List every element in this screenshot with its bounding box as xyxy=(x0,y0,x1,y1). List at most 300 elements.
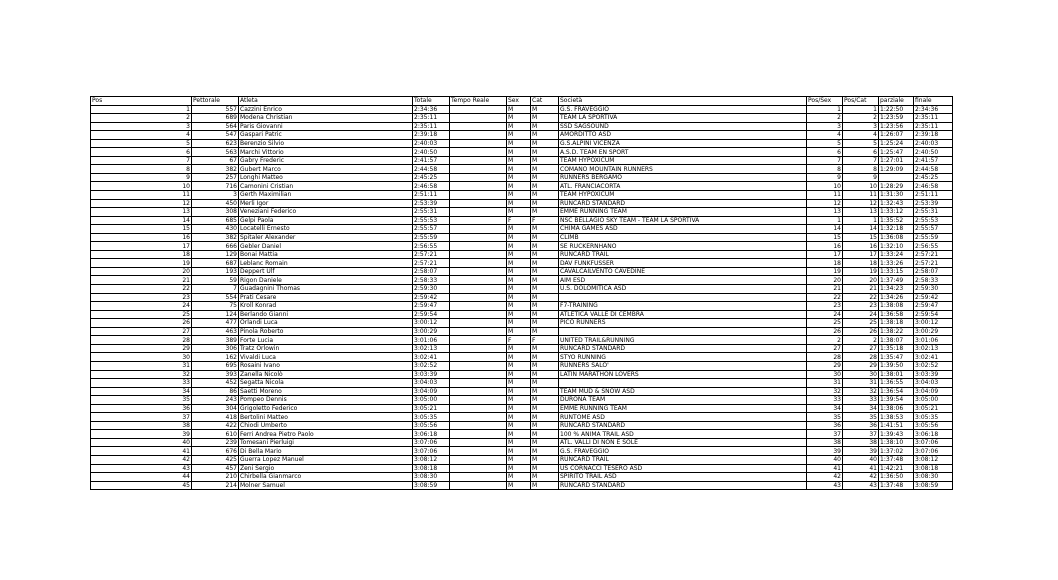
cell-club: G.S. FRAVEGGIO xyxy=(559,105,807,114)
cell-real-time xyxy=(450,131,507,140)
cell-pos-sex: 15 xyxy=(807,233,843,242)
cell-club: STYO RUNNING xyxy=(559,353,807,362)
header-split: parziale xyxy=(879,97,914,106)
cell-total: 3:02:13 xyxy=(413,344,450,353)
cell-pos-cat: 2 xyxy=(843,114,879,123)
table-row xyxy=(91,361,953,370)
cell-split: 1:25:24 xyxy=(879,139,914,148)
cell-sex: M xyxy=(507,353,531,362)
cell-club: RUNCARD STANDARD xyxy=(559,199,807,208)
cell-sex: M xyxy=(507,344,531,353)
cell-final: 2:53:39 xyxy=(914,199,953,208)
cell-final: 3:05:00 xyxy=(914,396,953,405)
table-row xyxy=(91,353,953,362)
cell-bib: 695 xyxy=(192,361,239,370)
cell-sex: M xyxy=(507,455,531,464)
cell-split: 1:25:47 xyxy=(879,148,914,157)
cell-pos-cat: 4 xyxy=(843,131,879,140)
cell-final: 2:55:57 xyxy=(914,225,953,234)
cell-bib: 557 xyxy=(192,105,239,114)
cell-bib: 75 xyxy=(192,302,239,311)
cell-club: LATIN MARATHON LOVERS xyxy=(559,370,807,379)
cell-real-time xyxy=(450,447,507,456)
cell-bib: 59 xyxy=(192,276,239,285)
cell-bib: 308 xyxy=(192,208,239,217)
table-row xyxy=(91,464,953,473)
cell-athlete: Di Bella Mario xyxy=(239,447,413,456)
cell-total: 3:04:09 xyxy=(413,387,450,396)
cell-athlete: Camonini Cristian xyxy=(239,182,413,191)
cell-total: 3:00:12 xyxy=(413,319,450,328)
cell-category: M xyxy=(531,447,559,456)
cell-pos: 29 xyxy=(91,344,192,353)
cell-club: COMANO MOUNTAIN RUNNERS xyxy=(559,165,807,174)
cell-sex: M xyxy=(507,370,531,379)
cell-real-time xyxy=(450,173,507,182)
cell-athlete: Gabry Frederic xyxy=(239,156,413,165)
cell-final: 2:46:58 xyxy=(914,182,953,191)
cell-real-time xyxy=(450,430,507,439)
cell-real-time xyxy=(450,242,507,251)
cell-club: CAVALCAILVENTO CAVEDINE xyxy=(559,267,807,276)
cell-split: 1:37:49 xyxy=(879,276,914,285)
cell-sex: F xyxy=(507,336,531,345)
cell-pos-sex: 22 xyxy=(807,293,843,302)
cell-split: 1:39:50 xyxy=(879,361,914,370)
cell-category: M xyxy=(531,379,559,388)
cell-athlete: Chirbella Gianmarco xyxy=(239,473,413,482)
table-row xyxy=(91,438,953,447)
cell-bib: 210 xyxy=(192,473,239,482)
table-row xyxy=(91,156,953,165)
cell-final: 2:55:53 xyxy=(914,216,953,225)
cell-real-time xyxy=(450,327,507,336)
cell-pos-cat: 9 xyxy=(843,173,879,182)
cell-sex: M xyxy=(507,114,531,123)
cell-bib: 3 xyxy=(192,191,239,200)
cell-pos-cat: 10 xyxy=(843,182,879,191)
cell-club: F7-TRAINING xyxy=(559,302,807,311)
cell-pos-cat: 2 xyxy=(843,336,879,345)
cell-club: SSD SAGSOUND xyxy=(559,122,807,131)
cell-sex: M xyxy=(507,293,531,302)
cell-pos-cat: 19 xyxy=(843,267,879,276)
cell-bib: 86 xyxy=(192,387,239,396)
cell-bib: 547 xyxy=(192,131,239,140)
cell-athlete: Chiodi Umberto xyxy=(239,421,413,430)
cell-sex: M xyxy=(507,122,531,131)
cell-category: M xyxy=(531,310,559,319)
cell-real-time xyxy=(450,473,507,482)
cell-final: 3:07:06 xyxy=(914,438,953,447)
cell-category: M xyxy=(531,481,559,490)
cell-total: 3:08:30 xyxy=(413,473,450,482)
cell-split: 1:22:50 xyxy=(879,105,914,114)
cell-sex: F xyxy=(507,216,531,225)
cell-category: M xyxy=(531,473,559,482)
cell-pos: 5 xyxy=(91,139,192,148)
cell-split: 1:32:10 xyxy=(879,242,914,251)
cell-split: 1:32:18 xyxy=(879,225,914,234)
header-pos-cat: Pos/Cat xyxy=(843,97,879,106)
cell-pos: 20 xyxy=(91,267,192,276)
cell-split: 1:38:22 xyxy=(879,327,914,336)
cell-category: M xyxy=(531,421,559,430)
cell-real-time xyxy=(450,302,507,311)
cell-pos: 12 xyxy=(91,199,192,208)
cell-sex: M xyxy=(507,464,531,473)
cell-bib: 676 xyxy=(192,447,239,456)
cell-split: 1:42:21 xyxy=(879,464,914,473)
cell-club: SPIRITO TRAIL ASD xyxy=(559,473,807,482)
cell-sex: M xyxy=(507,242,531,251)
cell-pos-sex: 43 xyxy=(807,481,843,490)
cell-pos: 28 xyxy=(91,336,192,345)
cell-pos-sex: 29 xyxy=(807,361,843,370)
table-row xyxy=(91,259,953,268)
cell-club: RUNCARD TRAIL xyxy=(559,250,807,259)
cell-real-time xyxy=(450,208,507,217)
cell-split: 1:38:06 xyxy=(879,404,914,413)
cell-total: 3:05:35 xyxy=(413,413,450,422)
cell-category: M xyxy=(531,438,559,447)
cell-bib: 67 xyxy=(192,156,239,165)
cell-final: 3:00:29 xyxy=(914,327,953,336)
cell-athlete: Kroll Konrad xyxy=(239,302,413,311)
cell-sex: M xyxy=(507,199,531,208)
table-row xyxy=(91,344,953,353)
cell-real-time xyxy=(450,165,507,174)
cell-split: 1:34:26 xyxy=(879,293,914,302)
cell-club xyxy=(559,293,807,302)
cell-category: M xyxy=(531,208,559,217)
cell-total: 3:06:18 xyxy=(413,430,450,439)
cell-pos: 1 xyxy=(91,105,192,114)
cell-final: 3:08:30 xyxy=(914,473,953,482)
cell-pos-cat: 24 xyxy=(843,310,879,319)
cell-total: 3:05:56 xyxy=(413,421,450,430)
cell-final: 2:41:57 xyxy=(914,156,953,165)
cell-split: 1:37:48 xyxy=(879,455,914,464)
cell-category: M xyxy=(531,319,559,328)
cell-athlete: Tomesani Pierluigi xyxy=(239,438,413,447)
cell-final: 3:04:09 xyxy=(914,387,953,396)
cell-pos-sex: 33 xyxy=(807,396,843,405)
cell-category: M xyxy=(531,165,559,174)
cell-split: 1:36:58 xyxy=(879,310,914,319)
cell-category: M xyxy=(531,464,559,473)
cell-real-time xyxy=(450,413,507,422)
cell-category: M xyxy=(531,404,559,413)
cell-athlete: Berenzio Silvio xyxy=(239,139,413,148)
cell-real-time xyxy=(450,319,507,328)
header-total: Totale xyxy=(413,97,450,106)
cell-bib: 450 xyxy=(192,199,239,208)
cell-category: M xyxy=(531,361,559,370)
cell-total: 2:35:11 xyxy=(413,114,450,123)
cell-real-time xyxy=(450,199,507,208)
cell-club: UNITED TRAIL&RUNNING xyxy=(559,336,807,345)
cell-final: 2:59:54 xyxy=(914,310,953,319)
cell-total: 3:03:39 xyxy=(413,370,450,379)
cell-split: 1:38:08 xyxy=(879,302,914,311)
cell-bib: 306 xyxy=(192,344,239,353)
table-row xyxy=(91,319,953,328)
cell-total: 2:55:59 xyxy=(413,233,450,242)
cell-sex: M xyxy=(507,430,531,439)
cell-category: M xyxy=(531,259,559,268)
cell-real-time xyxy=(450,216,507,225)
cell-pos-cat: 17 xyxy=(843,250,879,259)
cell-total: 2:34:36 xyxy=(413,105,450,114)
cell-sex: M xyxy=(507,182,531,191)
cell-club xyxy=(559,327,807,336)
cell-pos-sex: 1 xyxy=(807,105,843,114)
cell-pos-sex: 8 xyxy=(807,165,843,174)
cell-bib: 563 xyxy=(192,148,239,157)
cell-club: TEAM HYPOXICUM xyxy=(559,156,807,165)
cell-final: 3:05:56 xyxy=(914,421,953,430)
cell-category: M xyxy=(531,114,559,123)
cell-pos: 45 xyxy=(91,481,192,490)
cell-final: 2:57:21 xyxy=(914,250,953,259)
cell-club: DAV FUNKFUSSER xyxy=(559,259,807,268)
cell-category: M xyxy=(531,430,559,439)
cell-pos-cat: 29 xyxy=(843,361,879,370)
cell-bib: 124 xyxy=(192,310,239,319)
cell-pos-cat: 11 xyxy=(843,191,879,200)
cell-category: M xyxy=(531,148,559,157)
cell-athlete: Grigoletto Federico xyxy=(239,404,413,413)
cell-athlete: Modena Christian xyxy=(239,114,413,123)
cell-athlete: Bonai Mattia xyxy=(239,250,413,259)
cell-total: 3:02:52 xyxy=(413,361,450,370)
cell-pos-sex: 2 xyxy=(807,114,843,123)
cell-pos: 33 xyxy=(91,379,192,388)
cell-split: 1:38:53 xyxy=(879,413,914,422)
table-row xyxy=(91,233,953,242)
cell-pos-cat: 1 xyxy=(843,216,879,225)
cell-bib: 687 xyxy=(192,259,239,268)
cell-split: 1:23:56 xyxy=(879,122,914,131)
cell-pos-cat: 36 xyxy=(843,421,879,430)
cell-final: 2:55:31 xyxy=(914,208,953,217)
cell-pos-sex: 17 xyxy=(807,250,843,259)
cell-club: U.S. DOLOMITICA ASD xyxy=(559,285,807,294)
cell-final: 3:08:59 xyxy=(914,481,953,490)
cell-pos: 2 xyxy=(91,114,192,123)
cell-total: 2:56:55 xyxy=(413,242,450,251)
cell-total: 3:00:29 xyxy=(413,327,450,336)
cell-real-time xyxy=(450,455,507,464)
cell-pos-cat: 39 xyxy=(843,447,879,456)
cell-pos-cat: 27 xyxy=(843,344,879,353)
cell-sex: M xyxy=(507,156,531,165)
cell-club: G.S. FRAVEGGIO xyxy=(559,447,807,456)
table-row xyxy=(91,250,953,259)
cell-split: 1:36:50 xyxy=(879,473,914,482)
cell-pos-sex: 37 xyxy=(807,430,843,439)
header-category: Cat xyxy=(531,97,559,106)
cell-pos: 31 xyxy=(91,361,192,370)
cell-pos-sex: 32 xyxy=(807,387,843,396)
cell-sex: M xyxy=(507,225,531,234)
header-club: Società xyxy=(559,97,807,106)
cell-sex: M xyxy=(507,302,531,311)
cell-pos-sex: 24 xyxy=(807,310,843,319)
cell-club: AIM ESD xyxy=(559,276,807,285)
cell-sex: M xyxy=(507,233,531,242)
cell-bib: 666 xyxy=(192,242,239,251)
cell-split: 1:32:43 xyxy=(879,199,914,208)
cell-real-time xyxy=(450,421,507,430)
cell-athlete: Rigon Daniele xyxy=(239,276,413,285)
cell-pos-cat: 35 xyxy=(843,413,879,422)
cell-pos-sex: 6 xyxy=(807,148,843,157)
cell-real-time xyxy=(450,404,507,413)
cell-pos-cat: 23 xyxy=(843,302,879,311)
table-row xyxy=(91,285,953,294)
cell-athlete: Spitaler Alexander xyxy=(239,233,413,242)
cell-pos-sex: 38 xyxy=(807,438,843,447)
cell-bib: 689 xyxy=(192,114,239,123)
cell-total: 2:59:54 xyxy=(413,310,450,319)
cell-athlete: Longhi Matteo xyxy=(239,173,413,182)
cell-club: NSC BELLAGIO SKY TEAM - TEAM LA SPORTIVA xyxy=(559,216,807,225)
cell-pos-cat: 20 xyxy=(843,276,879,285)
cell-bib: 554 xyxy=(192,293,239,302)
cell-total: 2:51:11 xyxy=(413,191,450,200)
cell-pos-sex: 39 xyxy=(807,447,843,456)
cell-bib: 389 xyxy=(192,336,239,345)
cell-category: M xyxy=(531,455,559,464)
cell-split: 1:23:59 xyxy=(879,114,914,123)
cell-total: 2:58:33 xyxy=(413,276,450,285)
cell-bib: 610 xyxy=(192,430,239,439)
cell-category: M xyxy=(531,156,559,165)
cell-split: 1:36:54 xyxy=(879,387,914,396)
cell-real-time xyxy=(450,139,507,148)
cell-final: 3:04:03 xyxy=(914,379,953,388)
cell-final: 2:44:58 xyxy=(914,165,953,174)
cell-pos: 40 xyxy=(91,438,192,447)
cell-split: 1:33:24 xyxy=(879,250,914,259)
cell-club: CHIMA GAMES ASD xyxy=(559,225,807,234)
cell-split: 1:35:47 xyxy=(879,353,914,362)
cell-pos-sex: 13 xyxy=(807,208,843,217)
cell-sex: M xyxy=(507,319,531,328)
cell-total: 2:44:58 xyxy=(413,165,450,174)
table-row xyxy=(91,421,953,430)
header-real-time: Tempo Reale xyxy=(450,97,507,106)
cell-pos-sex: 3 xyxy=(807,122,843,131)
table-row xyxy=(91,302,953,311)
cell-total: 2:53:39 xyxy=(413,199,450,208)
results-header xyxy=(91,97,953,106)
cell-pos-cat: 16 xyxy=(843,242,879,251)
header-pos: Pos xyxy=(91,97,192,106)
cell-athlete: Paris Giovanni xyxy=(239,122,413,131)
cell-final: 3:02:13 xyxy=(914,344,953,353)
cell-real-time xyxy=(450,336,507,345)
cell-split: 1:27:01 xyxy=(879,156,914,165)
cell-sex: M xyxy=(507,421,531,430)
cell-pos-cat: 6 xyxy=(843,148,879,157)
cell-real-time xyxy=(450,353,507,362)
cell-category: F xyxy=(531,336,559,345)
cell-bib: 214 xyxy=(192,481,239,490)
cell-split: 1:36:08 xyxy=(879,233,914,242)
cell-real-time xyxy=(450,267,507,276)
cell-pos-sex: 20 xyxy=(807,276,843,285)
cell-athlete: Prati Cesare xyxy=(239,293,413,302)
cell-pos-sex: 4 xyxy=(807,131,843,140)
cell-club: EMME RUNNING TEAM xyxy=(559,404,807,413)
cell-split: 1:38:18 xyxy=(879,319,914,328)
cell-pos-sex: 21 xyxy=(807,285,843,294)
cell-pos: 43 xyxy=(91,464,192,473)
cell-athlete: Ferri Andrea Pietro Paolo xyxy=(239,430,413,439)
cell-real-time xyxy=(450,105,507,114)
cell-final: 3:08:18 xyxy=(914,464,953,473)
cell-pos-sex: 16 xyxy=(807,242,843,251)
cell-athlete: Rosaini Ivano xyxy=(239,361,413,370)
cell-total: 2:58:07 xyxy=(413,267,450,276)
cell-pos-cat: 28 xyxy=(843,353,879,362)
cell-sex: M xyxy=(507,387,531,396)
cell-athlete: Zanella Nicolò xyxy=(239,370,413,379)
table-row xyxy=(91,404,953,413)
cell-bib: 564 xyxy=(192,122,239,131)
table-row xyxy=(91,122,953,131)
cell-final: 3:02:52 xyxy=(914,361,953,370)
cell-athlete: Forte Lucia xyxy=(239,336,413,345)
cell-real-time xyxy=(450,310,507,319)
table-row xyxy=(91,396,953,405)
cell-athlete: Deppert Ulf xyxy=(239,267,413,276)
cell-split: 1:26:07 xyxy=(879,131,914,140)
cell-real-time xyxy=(450,225,507,234)
cell-total: 2:55:57 xyxy=(413,225,450,234)
cell-final: 2:59:42 xyxy=(914,293,953,302)
cell-pos: 37 xyxy=(91,413,192,422)
cell-pos-sex: 12 xyxy=(807,199,843,208)
cell-final: 2:39:18 xyxy=(914,131,953,140)
cell-bib: 129 xyxy=(192,250,239,259)
cell-pos: 15 xyxy=(91,225,192,234)
cell-sex: M xyxy=(507,267,531,276)
cell-real-time xyxy=(450,344,507,353)
cell-athlete: Cazzini Enrico xyxy=(239,105,413,114)
cell-club: RUNCARD TRAIL xyxy=(559,455,807,464)
cell-sex: M xyxy=(507,438,531,447)
cell-pos-cat: 22 xyxy=(843,293,879,302)
cell-final: 2:55:59 xyxy=(914,233,953,242)
cell-athlete: Bertolini Matteo xyxy=(239,413,413,422)
cell-bib: 477 xyxy=(192,319,239,328)
cell-athlete: Gelpi Paola xyxy=(239,216,413,225)
cell-pos: 39 xyxy=(91,430,192,439)
cell-total: 2:45:25 xyxy=(413,173,450,182)
cell-pos-sex: 7 xyxy=(807,156,843,165)
cell-athlete: Berlando Gianni xyxy=(239,310,413,319)
cell-bib: 716 xyxy=(192,182,239,191)
cell-split: 1:39:43 xyxy=(879,430,914,439)
table-row xyxy=(91,191,953,200)
cell-category: M xyxy=(531,173,559,182)
cell-split: 1:33:12 xyxy=(879,208,914,217)
header-sex: Sex xyxy=(507,97,531,106)
